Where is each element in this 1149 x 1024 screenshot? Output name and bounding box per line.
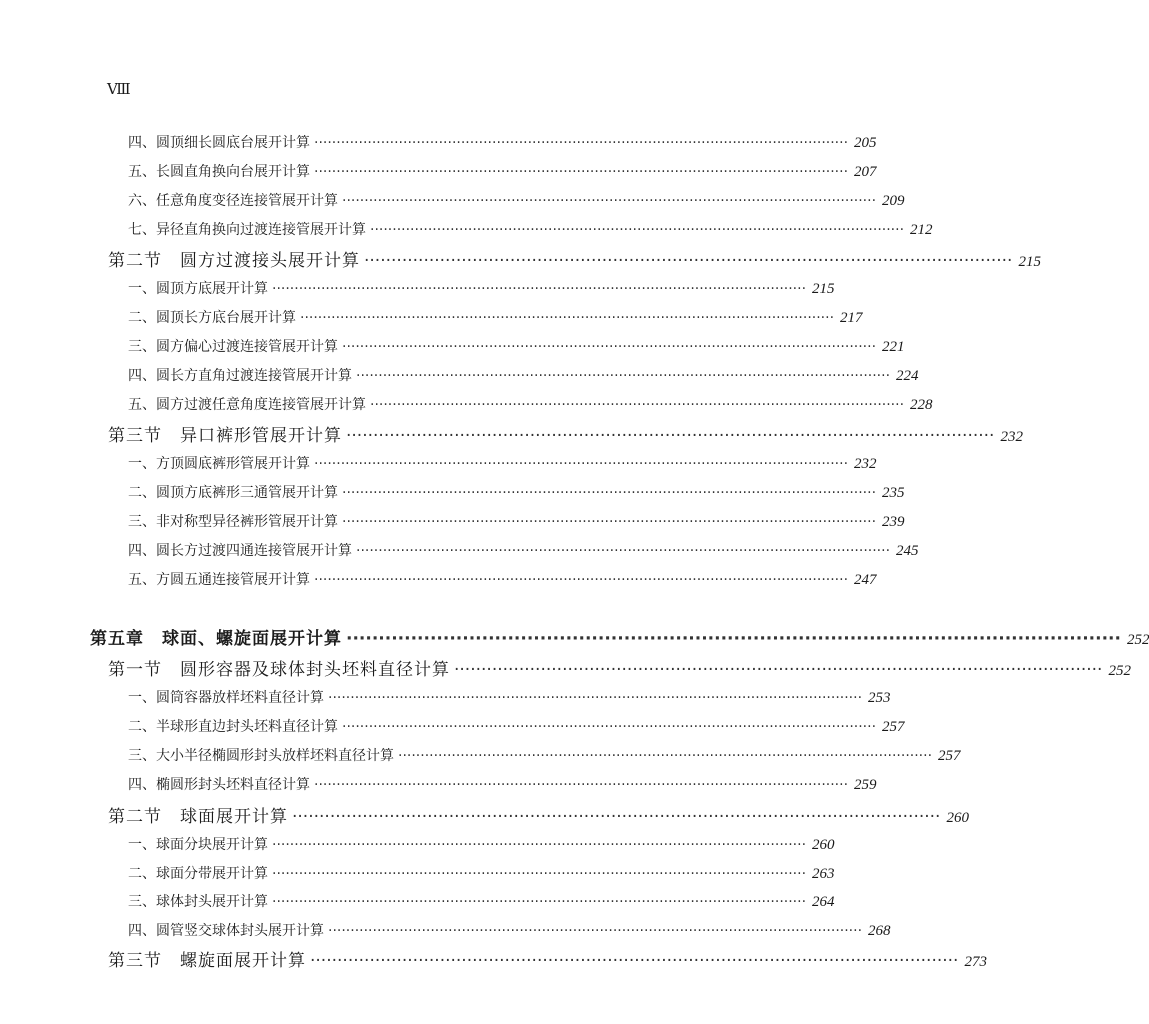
leader-dots: ························································································································ — [272, 894, 807, 910]
leader-dots: ························································································································ — [314, 456, 849, 472]
toc-item[interactable] — [128, 745, 961, 765]
toc-item-title: 四、圆管竖交球体封头展开计算 — [128, 923, 324, 939]
toc-item[interactable] — [128, 394, 933, 414]
toc-item[interactable] — [128, 774, 877, 794]
toc-section-title: 第二节 圆方过渡接头展开计算 — [108, 251, 360, 271]
leader-dots: ························································································································ — [292, 807, 941, 827]
leader-dots: ························································································································ — [342, 514, 877, 530]
toc-item-title: 四、圆顶细长圆底台展开计算 — [128, 135, 310, 151]
toc-section[interactable] — [108, 802, 969, 827]
toc-page-number: 235 — [882, 485, 905, 501]
toc-page-number: 228 — [910, 397, 933, 413]
leader-dots: ························································································································ — [346, 629, 1121, 649]
toc-page-number: 207 — [854, 164, 877, 180]
toc-item-title: 四、圆长方过渡四通连接管展开计算 — [128, 543, 352, 559]
toc-item-title: 五、圆方过渡任意角度连接管展开计算 — [128, 397, 366, 413]
leader-dots: ························································································································ — [328, 923, 863, 939]
toc-item-title: 三、圆方偏心过渡连接管展开计算 — [128, 339, 338, 355]
leader-dots: ························································································································ — [364, 251, 1013, 271]
toc-item[interactable] — [128, 716, 905, 736]
toc-item-title: 一、圆筒容器放样坯料直径计算 — [128, 690, 324, 706]
toc-item[interactable] — [128, 891, 835, 911]
toc-item-title: 四、椭圆形封头坯料直径计算 — [128, 777, 310, 793]
toc-page-number: 245 — [896, 543, 919, 559]
leader-dots: ························································································································ — [310, 951, 959, 971]
leader-dots: ························································································································ — [314, 572, 849, 588]
toc-section[interactable] — [108, 946, 987, 971]
toc-item-title: 一、方顶圆底裤形管展开计算 — [128, 456, 310, 472]
toc-item-title: 五、方圆五通连接管展开计算 — [128, 572, 310, 588]
page-number: Ⅷ — [107, 82, 131, 98]
toc-item-title: 五、长圆直角换向台展开计算 — [128, 164, 310, 180]
toc-item[interactable] — [128, 307, 863, 327]
toc-item[interactable] — [128, 920, 891, 940]
leader-dots: ························································································································ — [272, 837, 807, 853]
leader-dots: ························································································································ — [342, 485, 877, 501]
toc-item[interactable] — [128, 687, 891, 707]
toc-page-number: 264 — [812, 894, 835, 910]
toc-item-title: 三、非对称型异径裤形管展开计算 — [128, 514, 338, 530]
toc-page-number: 247 — [854, 572, 877, 588]
toc-page-number: 260 — [946, 810, 969, 826]
toc-page-number: 209 — [882, 193, 905, 209]
toc-page-number: 215 — [812, 281, 835, 297]
toc-section-title: 第二节 球面展开计算 — [108, 807, 288, 827]
leader-dots: ························································································································ — [342, 719, 877, 735]
toc-page-number: 257 — [938, 748, 961, 764]
toc-section-title: 第三节 螺旋面展开计算 — [108, 951, 306, 971]
toc-item[interactable] — [128, 190, 905, 210]
toc-item[interactable] — [128, 482, 905, 502]
toc-page-number: 253 — [868, 690, 891, 706]
toc-item-title: 二、半球形直边封头坯料直径计算 — [128, 719, 338, 735]
toc-page-number: 217 — [840, 310, 863, 326]
toc-item-title: 七、异径直角换向过渡连接管展开计算 — [128, 222, 366, 238]
leader-dots: ························································································································ — [454, 660, 1103, 680]
toc-page-number: 221 — [882, 339, 905, 355]
toc-item-title: 三、球体封头展开计算 — [128, 894, 268, 910]
toc-page-number: 268 — [868, 923, 891, 939]
toc-page-number: 205 — [854, 135, 877, 151]
toc-page-number: 263 — [812, 866, 835, 882]
toc-item[interactable] — [128, 278, 835, 298]
toc-page-number: 273 — [964, 954, 987, 970]
toc-chapter-title: 第五章 球面、螺旋面展开计算 — [90, 629, 342, 649]
toc-page-number: 259 — [854, 777, 877, 793]
toc-item-title: 二、圆顶方底裤形三通管展开计算 — [128, 485, 338, 501]
leader-dots: ························································································································ — [314, 164, 849, 180]
toc-item[interactable] — [128, 511, 905, 531]
leader-dots: ························································································································ — [370, 397, 905, 413]
toc-section-title: 第三节 异口裤形管展开计算 — [108, 426, 342, 446]
toc-item[interactable] — [128, 834, 835, 854]
leader-dots: ························································································································ — [314, 135, 849, 151]
toc-page-number: 260 — [812, 837, 835, 853]
toc-item[interactable] — [128, 336, 905, 356]
toc-item[interactable] — [128, 219, 933, 239]
leader-dots: ························································································································ — [272, 281, 807, 297]
toc-section[interactable] — [108, 246, 1041, 271]
toc-page-number: 239 — [882, 514, 905, 530]
toc-page-number: 257 — [882, 719, 905, 735]
toc-page-number: 232 — [854, 456, 877, 472]
toc-page-number: 252 — [1126, 632, 1149, 648]
toc-item-title: 四、圆长方直角过渡连接管展开计算 — [128, 368, 352, 384]
toc-section-title: 第一节 圆形容器及球体封头坯料直径计算 — [108, 660, 450, 680]
toc-page-number: 232 — [1000, 429, 1023, 445]
leader-dots: ························································································································ — [398, 748, 933, 764]
toc-page-number: 224 — [896, 368, 919, 384]
toc-chapter[interactable] — [90, 624, 1149, 650]
toc-item[interactable] — [128, 365, 919, 385]
toc-item[interactable] — [128, 569, 877, 589]
toc-page-number: 215 — [1018, 254, 1041, 270]
leader-dots: ························································································································ — [342, 193, 877, 209]
leader-dots: ························································································································ — [272, 866, 807, 882]
toc-item[interactable] — [128, 161, 877, 181]
toc-item-title: 一、球面分块展开计算 — [128, 837, 268, 853]
leader-dots: ························································································································ — [314, 777, 849, 793]
toc-item-title: 二、圆顶长方底台展开计算 — [128, 310, 296, 326]
leader-dots: ························································································································ — [370, 222, 905, 238]
leader-dots: ························································································································ — [356, 368, 891, 384]
leader-dots: ························································································································ — [328, 690, 863, 706]
toc-item-title: 六、任意角度变径连接管展开计算 — [128, 193, 338, 209]
toc-section[interactable] — [108, 421, 1023, 446]
leader-dots: ························································································································ — [300, 310, 835, 326]
toc-item-title: 三、大小半径椭圆形封头放样坯料直径计算 — [128, 748, 394, 764]
toc-item-title: 二、球面分带展开计算 — [128, 866, 268, 882]
toc-page-number: 212 — [910, 222, 933, 238]
toc-page-number: 252 — [1108, 663, 1131, 679]
toc-item[interactable] — [128, 453, 877, 473]
toc-item[interactable] — [128, 863, 835, 883]
toc-section[interactable] — [108, 655, 1131, 680]
toc-item[interactable] — [128, 540, 919, 560]
leader-dots: ························································································································ — [356, 543, 891, 559]
leader-dots: ························································································································ — [342, 339, 877, 355]
leader-dots: ························································································································ — [346, 426, 995, 446]
toc-item[interactable] — [128, 132, 877, 152]
toc-item-title: 一、圆顶方底展开计算 — [128, 281, 268, 297]
